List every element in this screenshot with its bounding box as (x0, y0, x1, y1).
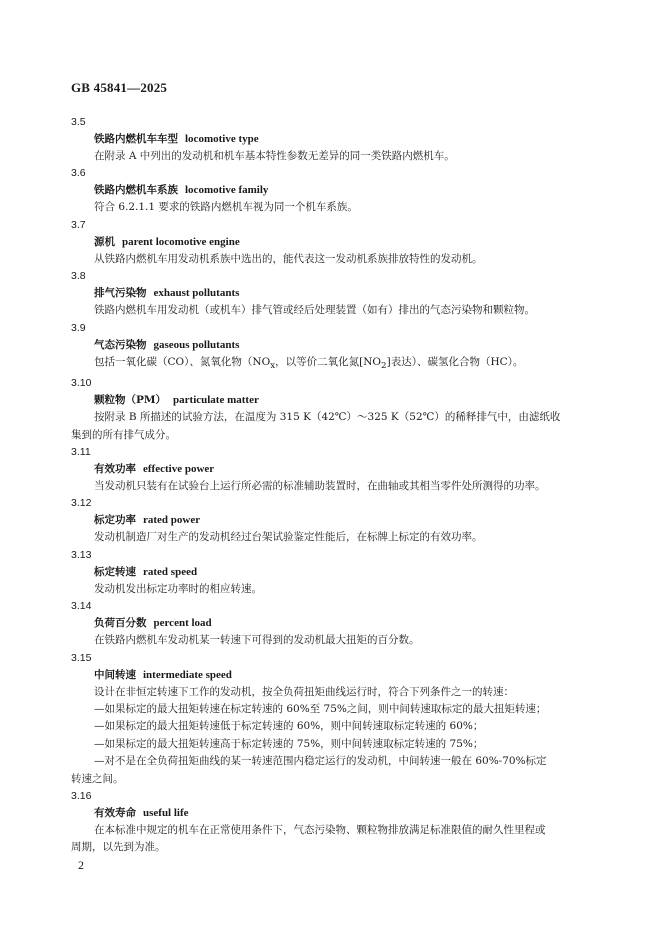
term-definition: 发动机发出标定功率时的相应转速。 (94, 582, 262, 595)
term-english: percent load (153, 617, 212, 630)
clause-number: 3.11 (71, 445, 91, 458)
term-heading (94, 667, 593, 684)
term-definition: 在附录 A 中列出的发动机和机车基本特性参数无差异的同一类铁路内燃机车。 (94, 150, 455, 162)
term-english: exhaust pollutants (153, 287, 240, 300)
term-heading (94, 131, 593, 148)
term-definition: 铁路内燃机车用发动机（或机车）排气管或经后处理装置（如有）排出的气态污染物和颗粒物。 (94, 304, 535, 317)
term-heading (94, 461, 593, 478)
term-english: gaseous pollutants (153, 338, 240, 351)
term-definition-continued: 集到的所有排气成分。 (71, 428, 176, 441)
definition-text: 包括一氧化碳（CO）、氮氧化物（NO (94, 355, 271, 368)
term-definition: 在本标准中规定的机车在正常使用条件下，气态污染物、颗粒物排放满足标准限值的耐久性里程或 (94, 824, 546, 836)
term-english: rated speed (143, 565, 198, 578)
term-english: intermediate speed (143, 668, 232, 681)
clause-number: 3.10 (71, 377, 92, 390)
clause-number: 3.9 (71, 321, 86, 334)
term-definition: 符合 6.2.1.1 要求的铁路内燃机车视为同一个机车系族。 (94, 201, 358, 214)
term-chinese: 中间转速 (94, 668, 136, 681)
clause-number: 3.8 (71, 270, 86, 283)
subscript-x: x (270, 360, 276, 371)
term-entry (71, 268, 593, 319)
term-entry (71, 598, 593, 649)
term-definition-continued: 周期，以先到为准。 (71, 841, 166, 854)
term-definition: 设计在非恒定转速下工作的发动机，按全负荷扭矩曲线运行时，符合下列条件之一的转速： (94, 685, 514, 698)
term-chinese: 有效寿命 (94, 807, 136, 819)
condition-item: —如果标定的最大扭矩转速高于标定转速的 75%，则中间转速取标定转速的 75%； (94, 737, 484, 750)
term-chinese: 气态污染物 (94, 338, 147, 351)
term-heading (94, 564, 593, 581)
condition-item-continued: 转速之间。 (71, 772, 124, 785)
term-entry (71, 320, 593, 376)
term-english: locomotive family (185, 184, 269, 197)
term-heading (94, 234, 593, 251)
term-entry (71, 495, 593, 546)
clause-number: 3.16 (71, 790, 92, 802)
clause-number: 3.14 (71, 600, 92, 613)
term-entry (71, 650, 593, 788)
clause-number: 3.5 (71, 116, 86, 128)
condition-item: —如果标定的最大扭矩转速低于标定转速的 60%，则中间转速取标定转速的 60%； (94, 720, 484, 733)
term-chinese: 颗粒物（PM） (94, 394, 167, 407)
term-heading (94, 285, 593, 302)
term-entry (71, 165, 593, 216)
term-definition: 从铁路内燃机车用发动机系族中选出的，能代表这一发动机系族排放特性的发动机。 (94, 252, 483, 265)
term-heading (94, 392, 593, 409)
terms-section (71, 114, 593, 857)
page-number: 2 (78, 858, 84, 872)
term-chinese: 标定功率 (94, 514, 136, 527)
term-heading (94, 805, 593, 822)
definition-text: ]表达）、碳氢化合物（HC）。 (386, 355, 524, 368)
term-chinese: 铁路内燃机车系族 (94, 184, 178, 197)
term-heading (94, 337, 593, 354)
term-definition: 当发动机只装有在试验台上运行所必需的标准辅助装置时，在曲轴或其相当零件处所测得的功率。 (94, 479, 546, 492)
term-definition (71, 354, 593, 376)
term-entry (71, 547, 593, 598)
term-chinese: 排气污染物 (94, 287, 147, 300)
clause-number: 3.15 (71, 651, 92, 664)
term-chinese: 有效功率 (94, 462, 136, 475)
term-chinese: 标定转速 (94, 565, 136, 578)
term-entry (71, 375, 593, 444)
term-definition: 发动机制造厂对生产的发动机经过台架试验鉴定性能后，在标牌上标定的有效功率。 (94, 531, 483, 544)
clause-number: 3.13 (71, 548, 92, 561)
term-definition: 在铁路内燃机车发动机某一转速下可得到的发动机最大扭矩的百分数。 (94, 634, 420, 647)
term-english: parent locomotive engine (122, 235, 240, 248)
clause-number: 3.12 (71, 497, 92, 510)
term-heading (94, 182, 593, 199)
term-entry (71, 217, 593, 268)
term-entry (71, 444, 593, 495)
term-chinese: 铁路内燃机车车型 (94, 133, 178, 145)
term-chinese: 负荷百分数 (94, 617, 147, 630)
term-english: particulate matter (173, 394, 259, 407)
subscript-2: 2 (381, 360, 387, 371)
term-english: useful life (143, 807, 189, 819)
condition-item: —对不是在全负荷扭矩曲线的某一转速范围内稳定运行的发动机，中间转速一般在 60%-70%标定 (94, 755, 547, 768)
term-entry (71, 114, 593, 165)
term-entry (71, 788, 593, 857)
term-english: locomotive type (185, 133, 259, 145)
term-heading (94, 615, 593, 632)
term-english: effective power (143, 462, 215, 475)
term-chinese: 源机 (94, 235, 115, 248)
term-heading (94, 512, 593, 529)
condition-item: —如果标定的最大扭矩转速在标定转速的 60%至 75%之间，则中间转速取标定的最大扭矩转速； (94, 702, 547, 715)
term-english: rated power (143, 514, 201, 527)
clause-number: 3.6 (71, 167, 86, 180)
standard-code-header: GB 45841—2025 (71, 80, 168, 95)
clause-number: 3.7 (71, 218, 86, 231)
term-definition: 按附录 B 所描述的试验方法，在温度为 315 K（42℃）～325 K（52℃）的稀释排气中，由滤纸收 (94, 411, 561, 424)
definition-text: ，以等价二氧化氮[NO (275, 355, 382, 368)
